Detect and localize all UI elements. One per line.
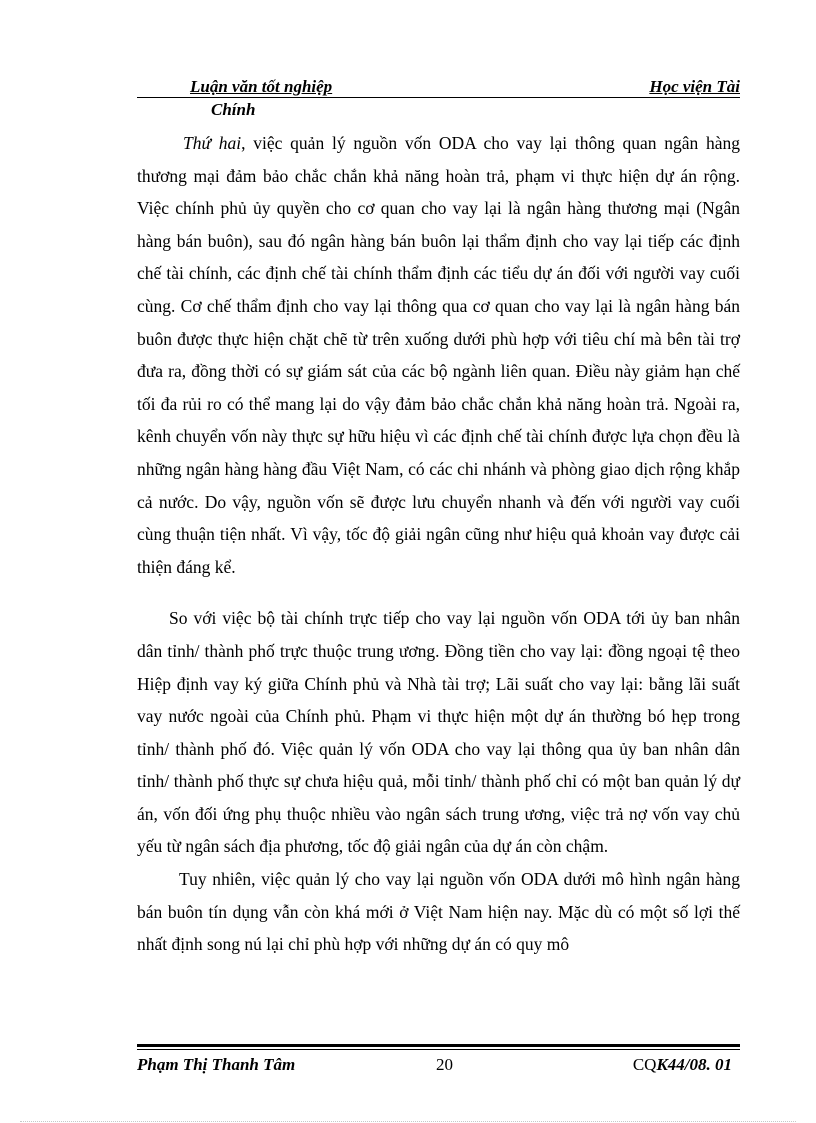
header-institution: Học viện Tài <box>649 77 740 96</box>
footer-divider-thick <box>137 1044 740 1047</box>
footer-divider-thin <box>137 1049 740 1050</box>
header-thesis-title: Luận văn tốt nghiệp <box>190 77 333 96</box>
paragraph-2-text: So với việc bộ tài chính trực tiếp cho vay lại nguồn vốn ODA tới ủy ban nhân dân tỉnh/ thành phố trực thuộc trung ương. Đồng tiền cho vay lại: đồng ngoại tệ theo Hiệp định vay ký giữa Chính phủ và Nhà tài trợ; Lãi suất cho vay lại: bằng lãi suất vay nước ngoài của Chính phủ. Phạm vi thực hiện một dự án thường bó hẹp trong tỉnh/ thành phố đó. Việc quản lý vốn ODA cho vay lại thông qua ủy ban nhân dân tỉnh/ thành phố thực sự chưa hiệu quả, mỗi tỉnh/ thành phố chỉ có một ban quản lý dự án, vốn đối ứng phụ thuộc nhiều vào ngân sách trung ương, việc trả nợ vốn vay chủ yếu từ ngân sách địa phương, tốc độ giải ngân của dự án còn chậm. <box>137 608 740 857</box>
paragraph-1-lead: Thứ hai <box>183 133 242 153</box>
paragraph-1-text: , việc quản lý nguồn vốn ODA cho vay lại thông quan ngân hàng thương mại đảm bảo chắc chắn khả năng hoàn trả, phạm vi thực hiện dự án rộng. Việc chính phủ ủy quyền cho cơ quan cho vay lại là ngân hàng thương mại (Ngân hàng bán buôn), sau đó ngân hàng bán buôn lại thẩm định cho vay lại tiếp các định chế tài chính, các định chế tài chính thẩm định các tiểu dự án đối với người vay cuối cùng. Cơ chế thẩm định cho vay lại thông qua cơ quan cho vay lại là ngân hàng bán buôn được thực hiện chặt chẽ từ trên xuống dưới phù hợp với tiêu chí mà bên tài trợ đưa ra, đồng thời có sự giám sát của các bộ ngành liên quan. Điều này giảm hạn chế tối đa rủi ro có thể mang lại do vậy đảm bảo chắc chắn khả năng hoàn trả. Ngoài ra, kênh chuyển vốn này thực sự hữu hiệu vì các định chế tài chính được lựa chọn đều là những ngân hàng hàng đầu Việt Nam, có các chi nhánh và phòng giao dịch rộng khắp cả nước. Do vậy, nguồn vốn sẽ được lưu chuyển nhanh và đến với người vay cuối cùng thuận tiện nhất. Vì vậy, tốc độ giải ngân cũng như hiệu quả khoản vay được cải thiện đáng kể. <box>137 133 741 577</box>
footer-class-prefix: CQ <box>632 1055 657 1074</box>
header-divider <box>137 97 740 98</box>
footer-author: Phạm Thị Thanh Tâm <box>137 1055 296 1074</box>
body-text <box>137 127 740 961</box>
paragraph-1 <box>137 127 740 583</box>
footer-class-number: K44/08. 01 <box>656 1055 732 1074</box>
paragraph-3 <box>137 863 740 961</box>
page-bottom-edge <box>20 1121 796 1122</box>
paragraph-3-text: Tuy nhiên, việc quản lý cho vay lại nguồn vốn ODA dưới mô hình ngân hàng bán buôn tín dụng vẫn còn khá mới ở Việt Nam hiện nay. Mặc dù có một số lợi thế nhất định song nú lại chỉ phù hợp với những dự án có quy mô <box>137 869 740 955</box>
header-institution-continuation: Chính <box>211 100 256 119</box>
page-number: 20 <box>436 1055 453 1074</box>
footer-class-code <box>633 1055 732 1075</box>
paragraph-2 <box>137 602 740 863</box>
